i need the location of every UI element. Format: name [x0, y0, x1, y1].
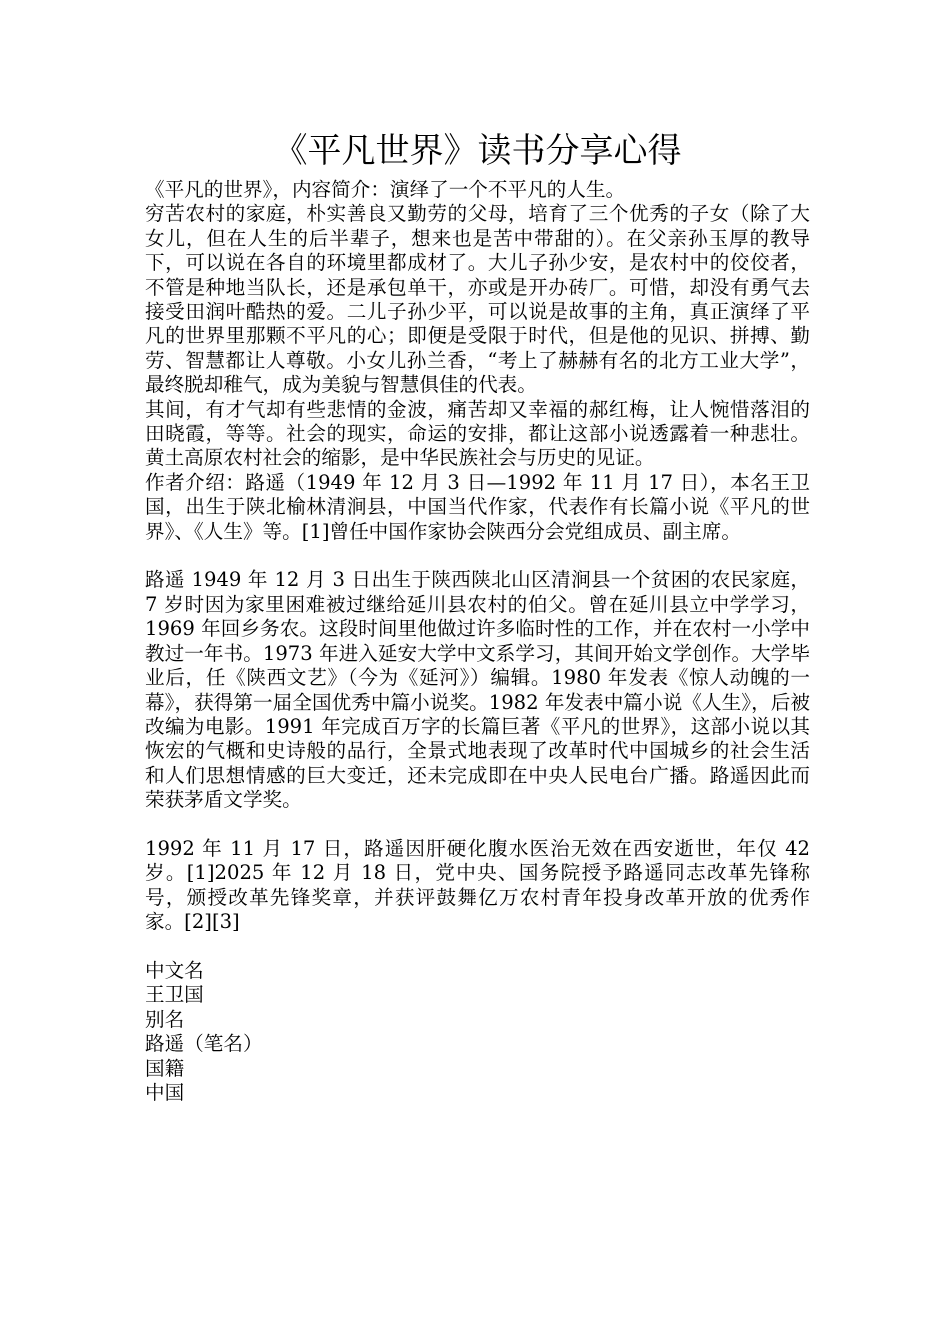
paragraph-spacer	[145, 544, 810, 568]
info-list	[145, 959, 810, 1105]
info-value-alias: 路遥（笔名）	[145, 1032, 263, 1056]
info-value-chinese-name: 王卫国	[145, 983, 204, 1007]
document-page	[145, 128, 810, 1105]
paragraph-family: 穷苦农村的家庭，朴实善良又勤劳的父母，培育了三个优秀的子女（除了大女儿，但在人生的后半辈子，想来也是苦中带甜的）。在父亲孙玉厚的教导下，可以说在各自的环境里都成材了。大儿子孙少安，是农村中的佼佼者，不管是种地当队长，还是承包单干，亦或是开办砖厂。可惜，却没有勇气去接受田润叶酷热的爱。二儿子孙少平，可以说是故事的主角，真正演绎了平凡的世界里那颗不平凡的心；即便是受限于时代，但是他的见识、拼搏、勤劳、智慧都让人尊敬。小女儿孙兰香，“考上了赫赫有名的北方工业大学”，最终脱却稚气，成为美貌与智慧俱佳的代表。	[145, 202, 810, 397]
paragraph-biography: 路遥 1949 年 12 月 3 日出生于陕西陕北山区清涧县一个贫困的农民家庭，7 岁时因为家里困难被过继给延川县农村的伯父。曾在延川县立中学学习，1969 年回乡务农。这段时间里他做过许多临时性的工作，并在农村一小学中教过一年书。1973 年进入延安大学中文系学习，其间开始文学创作。大学毕业后，任《陕西文艺》（今为《延河》）编辑。1980 年发表《惊人动魄的一幕》，获得第一届全国优秀中篇小说奖。1982 年发表中篇小说《人生》，后被改编为电影。1991 年完成百万字的长篇巨著《平凡的世界》，这部小说以其恢宏的气概和史诗般的品行，全景式地表现了改革时代中国城乡的社会生活和人们思想情感的巨大变迁，还未完成即在中央人民电台广播。路遥因此而荣获茅盾文学奖。	[145, 568, 810, 812]
paragraph-death-honors: 1992 年 11 月 17 日，路遥因肝硬化腹水医治无效在西安逝世，年仅 42 岁。[1]2025 年 12 月 18 日，党中央、国务院授予路遥同志改革先锋称号，颁授改革先锋奖章，并获评鼓舞亿万农村青年投身改革开放的优秀作家。[2][3]	[145, 836, 810, 934]
info-label-nationality: 国籍	[145, 1056, 185, 1080]
paragraph-summary: 《平凡的世界》，内容简介：演绎了一个不平凡的人生。	[145, 178, 626, 201]
document-title: 《平凡世界》读书分享心得	[273, 131, 682, 171]
paragraph-author-intro: 作者介绍：路遥（1949 年 12 月 3 日—1992 年 11 月 17 日），本名王卫国，出生于陕北榆林清涧县，中国当代作家，代表作有长篇小说《平凡的世界》、《人生》等。[1]曾任中国作家协会陕西分会党组成员、副主席。	[145, 470, 810, 543]
info-label-alias: 别名	[145, 1007, 185, 1031]
info-label-chinese-name: 中文名	[145, 958, 204, 982]
paragraph-spacer	[145, 935, 810, 959]
info-value-nationality: 中国	[145, 1080, 185, 1104]
paragraph-spacer	[145, 813, 810, 837]
paragraph-characters: 其间，有才气却有些悲情的金波，痛苦却又幸福的郝红梅，让人惋惜落泪的田晓霞，等等。社会的现实，命运的安排，都让这部小说透露着一种悲壮。黄土高原农村社会的缩影，是中华民族社会与历史的见证。	[145, 397, 810, 470]
